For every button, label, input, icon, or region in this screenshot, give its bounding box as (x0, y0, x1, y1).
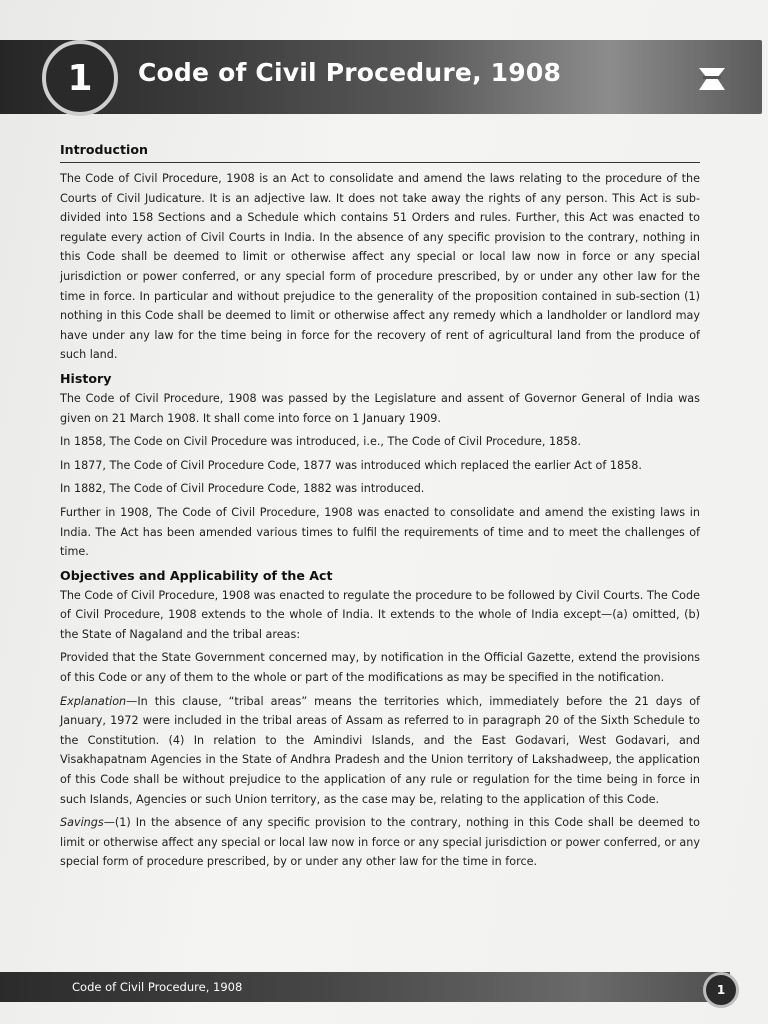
section-heading-objectives: Objectives and Applicability of the Act (60, 567, 333, 583)
objectives-paragraph: Provided that the State Government concerned may, by notification in the Official Gazette, extend the provisions of this Code or any of them to the whole or part of the modifications as may be specified in the notification. (60, 651, 700, 685)
chapter-title: Code of Civil Procedure, 1908 (138, 58, 562, 87)
page-number: 1 (716, 983, 726, 997)
main-content (60, 140, 700, 876)
savings-label: Savings (60, 816, 104, 830)
savings-paragraph (60, 813, 700, 872)
chapter-number: 1 (67, 57, 93, 99)
history-paragraph: The Code of Civil Procedure, 1908 was passed by the Legislature and assent of Governor General of India was given on 21 March 1908. It shall come into force on 1 January 1909. (60, 391, 700, 425)
explanation-text: —In this clause, “tribal areas” means the territories which, immediately before the 21 days of January, 1972 were included in the tribal areas of Assam as referred to in paragraph 20 of the Sixth Schedule to the Constitution. (4) In relation to the Amindivi Islands, and the East Godavari, West Godavari, and Visakhapatnam Agencies in the State of Andhra Pradesh and the Union territory of Lakshadweep, the application of this Code shall be without prejudice to the application of any rule or regulation for the time being in force in such Islands, Agencies or such Union territory, as the case may be, relating to the application of this Code. (60, 694, 700, 806)
hourglass-icon (697, 66, 727, 92)
history-paragraph: In 1882, The Code of Civil Procedure Code, 1882 was introduced. (60, 482, 425, 496)
page-number-badge (703, 972, 739, 1008)
savings-text: —(1) In the absence of any specific provision to the contrary, nothing in this Code shall be deemed to limit or otherwise affect any special or local law now in force or any special jurisdiction or power conferred, or any special form of procedure prescribed, by or under any other law for the time in force. (60, 816, 700, 869)
history-paragraph: Further in 1908, The Code of Civil Procedure, 1908 was enacted to consolidate and amend the existing laws in India. The Act has been amended various times to fulfil the requirements of time and to meet the challenges of time. (60, 505, 700, 559)
chapter-number-badge (42, 40, 118, 116)
section-heading-history: History (60, 370, 112, 386)
introduction-paragraph: The Code of Civil Procedure, 1908 is an Act to consolidate and amend the laws relating to the procedure of the Courts of Civil Judicature. It is an adjective law. It does not take away the rights of any person. This Act is sub-divided into 158 Sections and a Schedule which contains 51 Orders and rules. Further, this Act was enacted to regulate every action of Civil Courts in India. In the absence of any specific provision to the contrary, nothing in this Code shall be deemed to limit or otherwise affect any special or local law now in force or any special jurisdiction or power conferred, or any special form of procedure prescribed, by or under any other law for the time in force. In particular and without prejudice to the generality of the proposition contained in sub-section (1) nothing in this Code shall be deemed to limit or otherwise affect any remedy which a landholder or landlord may have under any law for the time being in force for the recovery of rent of agricultural land from the produce of such land. (60, 172, 700, 362)
explanation-paragraph (60, 692, 700, 810)
footer-title: Code of Civil Procedure, 1908 (72, 980, 243, 994)
explanation-label: Explanation (60, 694, 127, 708)
section-heading-introduction: Introduction (60, 140, 700, 163)
objectives-paragraph: The Code of Civil Procedure, 1908 was enacted to regulate the procedure to be followed by Civil Courts. The Code of Civil Procedure, 1908 extends to the whole of India. It extends to the whole of India except—(a) omitted, (b) the State of Nagaland and the tribal areas: (60, 588, 700, 641)
history-paragraph: In 1858, The Code on Civil Procedure was introduced, i.e., The Code of Civil Procedure, 1858. (60, 435, 582, 449)
history-paragraph: In 1877, The Code of Civil Procedure Code, 1877 was introduced which replaced the earlier Act of 1858. (60, 458, 642, 472)
